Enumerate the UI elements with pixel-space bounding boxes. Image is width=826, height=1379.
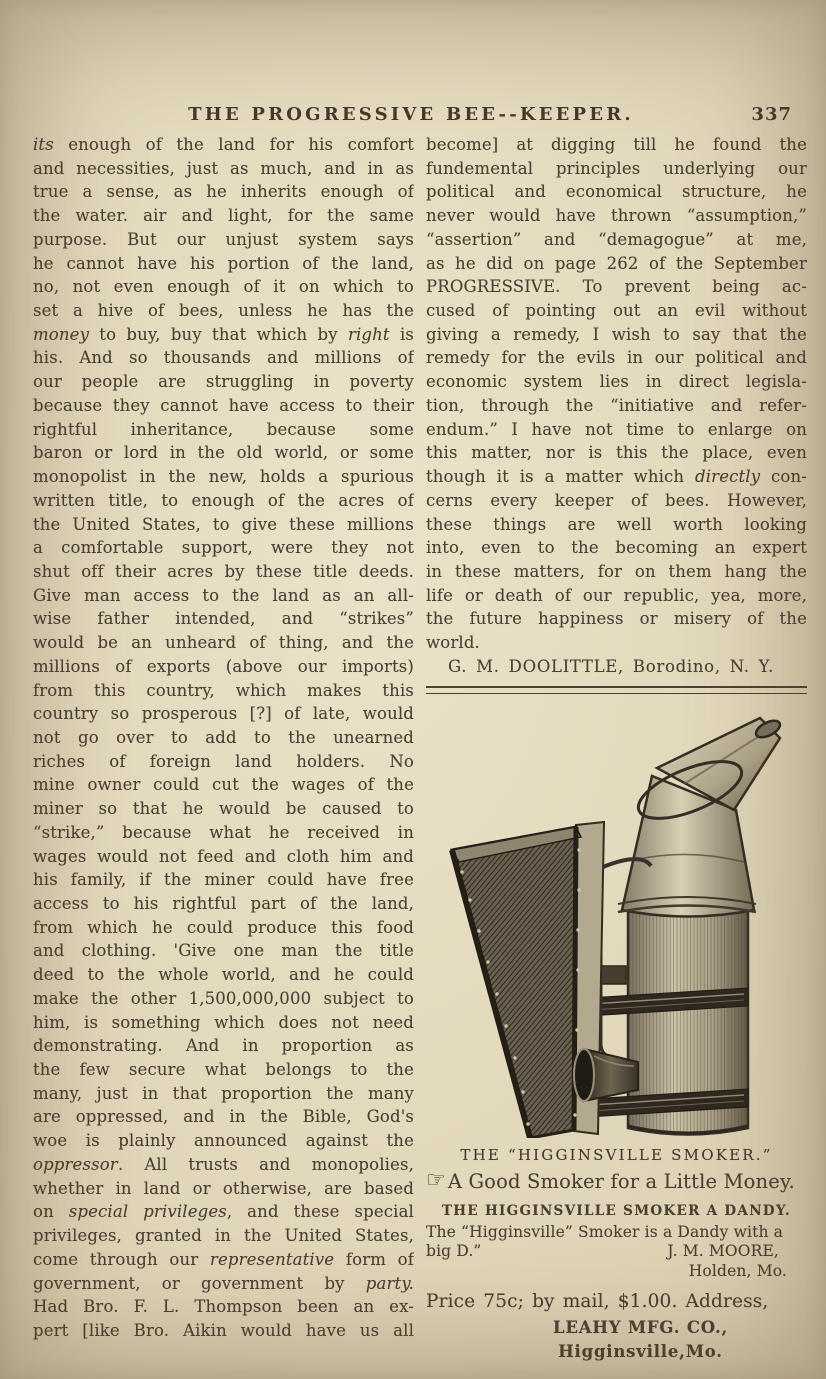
text-line: set a hive of bees, unless he has the: [33, 301, 414, 321]
text-line: government, or government by party.: [33, 1273, 414, 1293]
text-line: riches of foreign land holders. No: [33, 751, 414, 771]
text-line: though it is a matter which directly con-: [426, 467, 807, 487]
article-signature: G. M. DOOLITTLE, Borodino, N. Y.: [448, 656, 775, 676]
text-line: many, just in that proportion the many: [33, 1083, 414, 1103]
text-line: not go over to add to the unearned: [33, 727, 414, 747]
text-line: from which he could produce this food: [33, 917, 414, 937]
text-line: and clothing. 'Give one man the title: [33, 941, 414, 961]
text-line: into, even to the becoming an expert: [426, 538, 807, 558]
text-line: written title, to enough of the acres of: [33, 490, 414, 510]
text-line: demonstrating. And in proportion as: [33, 1036, 414, 1056]
text-line: because they cannot have access to their: [33, 395, 414, 415]
text-line: “strike,” because what he received in: [33, 822, 414, 842]
testimonial-line: big D.”: [426, 1242, 482, 1261]
left-column: [33, 133, 414, 1363]
text-line: as he did on page 262 of the September: [426, 253, 807, 273]
text-line: oppressor. All trusts and monopolies,: [33, 1154, 414, 1174]
text-line: monopolist in the new, holds a spurious: [33, 467, 414, 487]
text-line: giving a remedy, I wish to say that the: [426, 324, 807, 344]
text-line: these things are well worth looking: [426, 514, 807, 534]
text-line: country so prosperous [?] of late, would: [33, 704, 414, 724]
section-divider: [426, 686, 807, 694]
text-line: cerns every keeper of bees. However,: [426, 490, 807, 510]
text-line: baron or lord in the old world, or some: [33, 443, 414, 463]
text-line: political and economical structure, he: [426, 182, 807, 202]
testimonial-line: The “Higginsville” Smoker is a Dandy with a: [426, 1222, 784, 1241]
article-body: [33, 133, 807, 1363]
text-line: fundemental principles underlying our: [426, 158, 807, 178]
text-line: privileges, granted in the United States,: [33, 1226, 414, 1246]
text-line: pert [like Bro. Aikin would have us all: [33, 1320, 414, 1340]
text-line: come through our representative form of: [33, 1249, 414, 1269]
text-line: PROGRESSIVE. To prevent being ac-: [426, 277, 807, 297]
page-title: THE PROGRESSIVE BEE--KEEPER.: [188, 104, 634, 125]
text-line: the water. air and light, for the same: [33, 206, 414, 226]
right-column-text: [426, 133, 807, 631]
text-line: our people are struggling in poverty: [33, 372, 414, 392]
text-line: make the other 1,500,000,000 subject to: [33, 988, 414, 1008]
text-line: the United States, to give these millions: [33, 514, 414, 534]
ad-tagline: [426, 1168, 807, 1195]
text-line: and necessities, just as much, and in as: [33, 158, 414, 178]
bee-smoker-engraving: [438, 700, 808, 1138]
text-line: miner so that he would be caused to: [33, 799, 414, 819]
text-line: him, is something which does not need: [33, 1012, 414, 1032]
text-line: the future happiness or misery of the: [426, 609, 807, 629]
text-line: wages would not feed and cloth him and: [33, 846, 414, 866]
text-line: never would have thrown “assumption,”: [426, 206, 807, 226]
testimonial-attribution: J. M. MOORE,: [667, 1242, 779, 1261]
smoker-illustration: [426, 700, 807, 1140]
text-line: his. And so thousands and millions of: [33, 348, 414, 368]
text-line: a comfortable support, were they not: [33, 538, 414, 558]
text-line: the few secure what belongs to the: [33, 1060, 414, 1080]
text-line: his family, if the miner could have free: [33, 870, 414, 890]
testimonial: [426, 1223, 807, 1282]
ad-headline: THE HIGGINSVILLE SMOKER A DANDY.: [441, 1202, 792, 1219]
right-column: [426, 133, 807, 1363]
text-line: rightful inheritance, because some: [33, 419, 414, 439]
text-line: whether in land or otherwise, are based: [33, 1178, 414, 1198]
text-line: access to his rightful part of the land,: [33, 894, 414, 913]
text-line: would be an unheard of thing, and the: [33, 633, 414, 653]
company-line: LEAHY MFG. CO., Higginsville,Mo.: [552, 1318, 729, 1361]
page-number: 337: [751, 104, 792, 125]
text-line: tion, through the “initiative and refer-: [426, 395, 807, 415]
text-line: true a sense, as he inherits enough of: [33, 182, 414, 202]
text-line: “assertion” and “demagogue” at me,: [426, 229, 807, 249]
text-line: Had Bro. F. L. Thompson been an ex-: [33, 1297, 414, 1317]
text-line: in these matters, for on them hang the: [426, 561, 807, 581]
text-line: become] at digging till he found the: [426, 135, 807, 154]
smoker-funnel-top: [618, 717, 783, 916]
text-line: wise father intended, and “strikes”: [33, 609, 414, 629]
text-line: life or death of our republic, yea, more,: [426, 585, 807, 605]
text-line: cused of pointing out an evil without: [426, 301, 807, 321]
paragraph-last-line: world.: [426, 633, 480, 653]
text-line: woe is plainly announced against the: [33, 1131, 414, 1151]
text-line: money to buy, buy that which by right is: [33, 324, 414, 344]
text-line: economic system lies in direct legisla-: [426, 372, 807, 392]
text-line: no, not even enough of it on which to: [33, 277, 414, 297]
text-line: he cannot have his portion of the land,: [33, 253, 414, 273]
text-line: on special privileges, and these special: [33, 1202, 414, 1222]
pointing-hand-icon: ☞: [426, 1168, 446, 1194]
text-line: its enough of the land for his comfort: [33, 135, 414, 154]
text-line: shut off their acres by these title deeds.: [33, 561, 414, 581]
text-line: remedy for the evils in our political and: [426, 348, 807, 368]
text-line: millions of exports (above our imports): [33, 656, 414, 676]
price-line: Price 75c; by mail, $1.00. Address,: [426, 1291, 769, 1313]
text-line: Give man access to the land as an all-: [33, 585, 414, 605]
ad-tagline-text: A Good Smoker for a Little Money.: [447, 1169, 795, 1193]
testimonial-place: Holden, Mo.: [688, 1261, 787, 1280]
text-line: endum.” I have not time to enlarge on: [426, 419, 807, 439]
text-line: from this country, which makes this: [33, 680, 414, 700]
text-line: this matter, nor is this the place, even: [426, 443, 807, 463]
text-line: deed to the whole world, and he could: [33, 965, 414, 985]
text-line: purpose. But our unjust system says: [33, 229, 414, 249]
text-line: mine owner could cut the wages of the: [33, 775, 414, 795]
text-line: are oppressed, and in the Bible, God's: [33, 1107, 414, 1127]
illustration-caption: THE “HIGGINSVILLE SMOKER.”: [460, 1145, 773, 1164]
